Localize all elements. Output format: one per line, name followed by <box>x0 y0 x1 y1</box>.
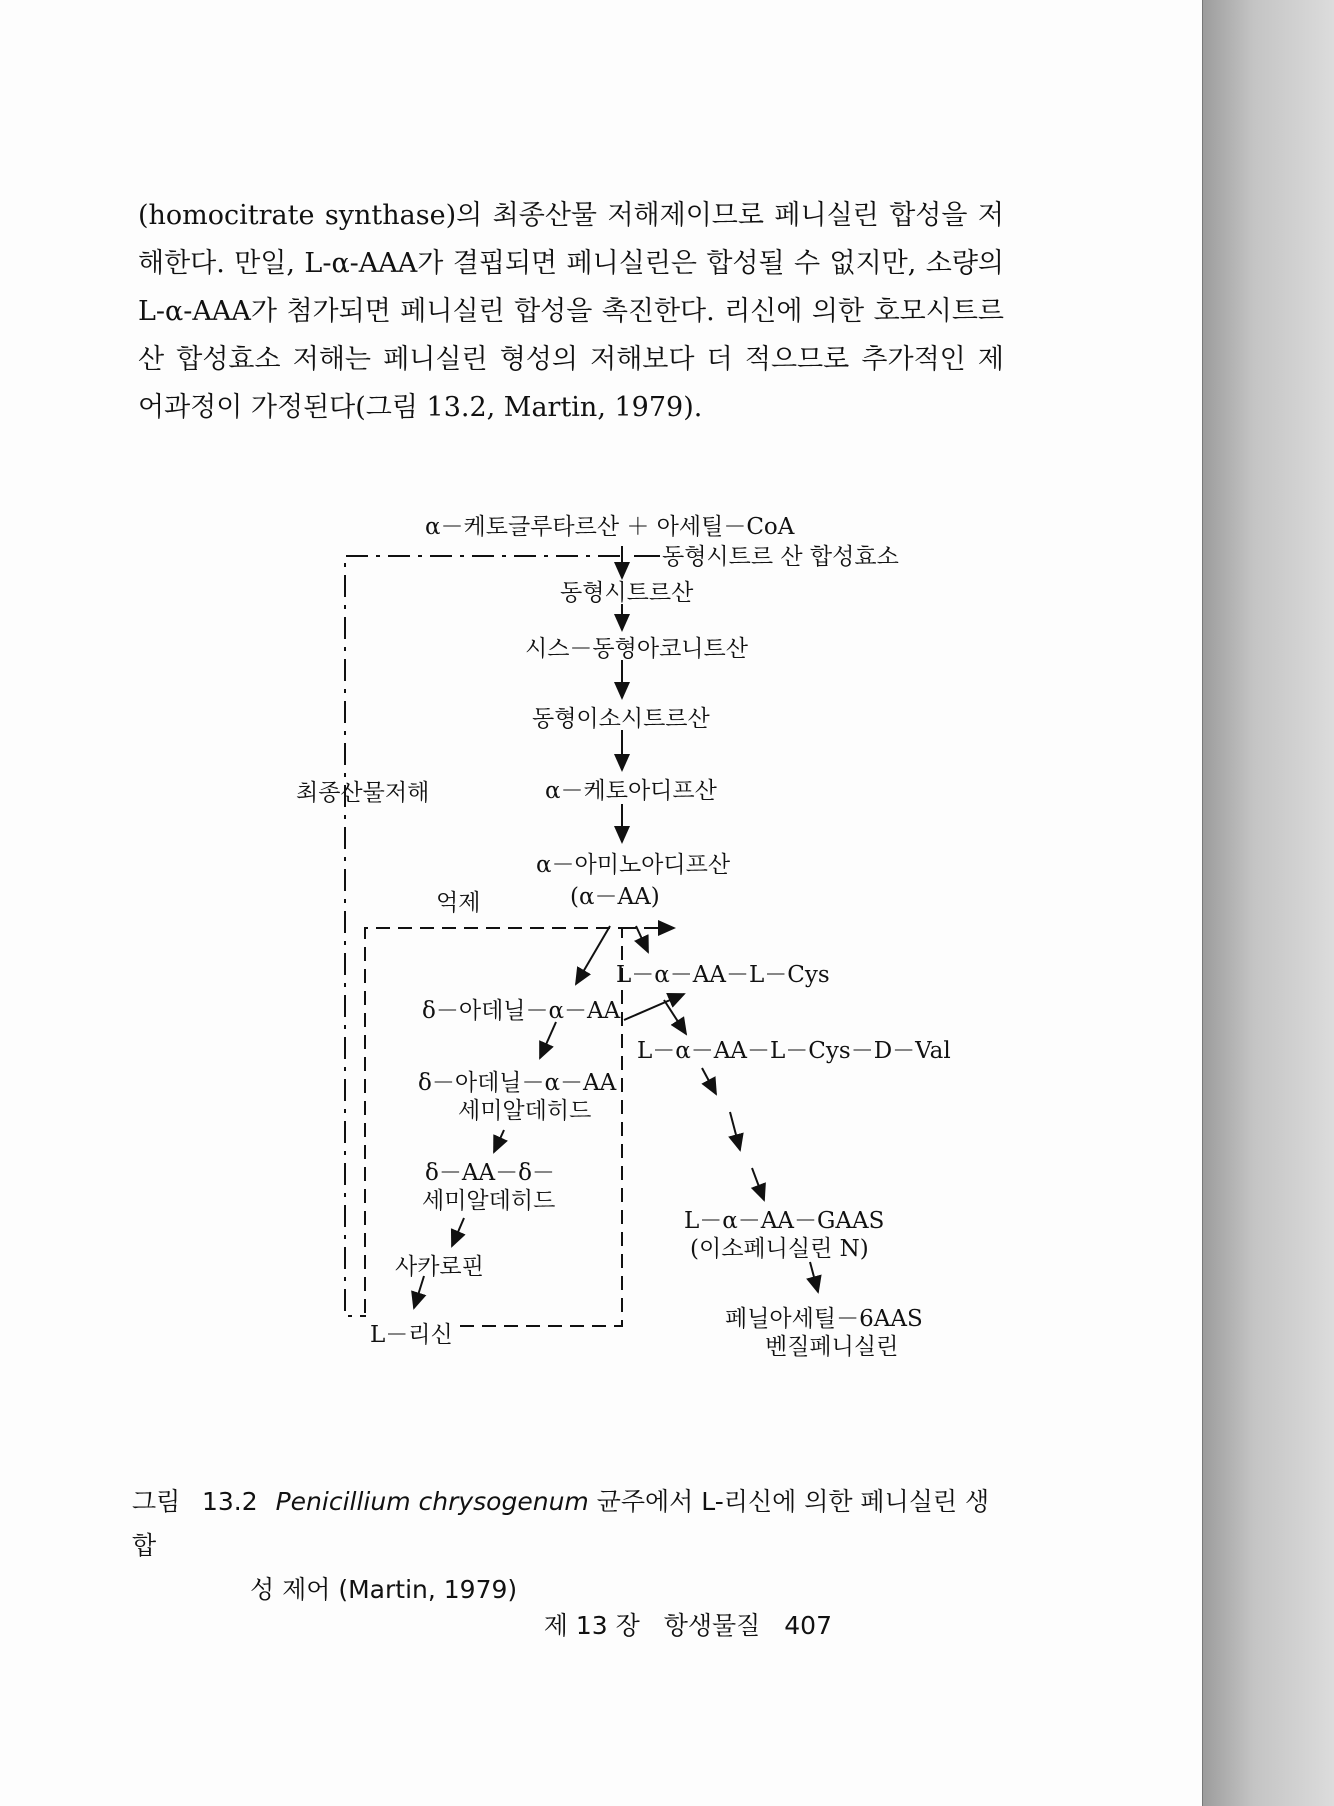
body-line: 해한다. 만일, L-α-AAA가 결핍되면 페니실린은 합성될 수 없지만, 소량의 <box>138 248 1004 279</box>
node-cis-homoaconitate: 시스－동형아코니트산 <box>525 636 748 662</box>
page-footer <box>528 1606 832 1642</box>
node-penicillin: 페닐아세틸－6AAS <box>725 1306 923 1332</box>
node-adenyl-semialdehyde: 세미알데히드 <box>458 1098 592 1124</box>
arrow-line <box>494 1130 504 1152</box>
body-line: L-α-AAA가 첨가되면 페니실린 합성을 촉진한다. 리신에 의한 호모시트르 <box>138 296 1004 327</box>
body-line: 산 합성효소 저해는 페니실린 형성의 저해보다 더 적으므로 추가적인 제 <box>138 344 1004 375</box>
node-ketoadipate: α－케토아디프산 <box>545 778 717 804</box>
node-aminoadipate: α－아미노아디프산 <box>536 852 731 878</box>
body-line: 어과정이 가정된다(그림 13.2, Martin, 1979). <box>138 392 703 423</box>
arrow-line <box>452 1218 464 1246</box>
node-acv: L－α－AA－L－Cys－D－Val <box>637 1038 951 1064</box>
node-isopenicillin: L－α－AA－GAAS <box>684 1208 885 1234</box>
node-adenyl-semialdehyde: δ－아데닐－α－AA <box>418 1070 617 1096</box>
chapter-label: 제 13 장 <box>543 1611 640 1640</box>
species-name: Penicillium chrysogenum <box>275 1487 589 1516</box>
node-aa-semialdehyde: 세미알데히드 <box>422 1188 556 1214</box>
node-penicillin: 벤질페니실린 <box>765 1334 899 1360</box>
node-adenyl-aa: δ－아데닐－α－AA <box>422 998 621 1024</box>
node-saccharopine: 사카로핀 <box>395 1254 484 1280</box>
node-homoisocitrate: 동형이소시트르산 <box>532 706 710 732</box>
node-aminoadipate-abbr: (α－AA) <box>570 884 660 910</box>
arrow-line <box>702 1068 716 1094</box>
arrow-line <box>730 1112 740 1150</box>
node-aa-semialdehyde: δ－AA－δ－ <box>425 1160 555 1186</box>
figure-caption <box>132 1480 1012 1612</box>
enzyme-label: 동형시트르 산 합성효소 <box>662 544 899 570</box>
arrow-line <box>414 1276 424 1308</box>
caption-text: 성 제어 (Martin, 1979) <box>250 1575 518 1604</box>
arrow-line <box>752 1168 764 1200</box>
arrow-line <box>664 1000 686 1034</box>
feedback-label: 최종산물저해 <box>296 780 430 806</box>
chapter-title: 항생물질 <box>663 1611 761 1640</box>
page-number: 407 <box>784 1611 832 1640</box>
node-lysine: L－리신 <box>370 1322 453 1348</box>
page-edge <box>1200 0 1334 1806</box>
arrow-line <box>636 926 648 952</box>
figure-number: 13.2 <box>201 1487 258 1516</box>
node-l-aa-cys: L－α－AA－L－Cys <box>616 962 830 988</box>
node-start: α－케토글루타르산 ＋ 아세틸－CoA <box>425 514 795 540</box>
repression-label: 억제 <box>436 890 481 916</box>
arrow-line <box>576 926 610 984</box>
arrow-line <box>810 1262 818 1292</box>
arrow-line <box>540 1022 556 1058</box>
body-line: (homocitrate synthase)의 최종산물 저해제이므로 페니실린 합성을 저 <box>138 200 1004 231</box>
caption-text: 균주에서 L-리신에 의한 페니실린 생합 <box>132 1487 990 1560</box>
node-isopenicillin: (이소페니실린 N) <box>690 1236 869 1262</box>
node-homocitrate: 동형시트르산 <box>560 580 694 606</box>
figure-label: 그림 <box>132 1487 181 1516</box>
